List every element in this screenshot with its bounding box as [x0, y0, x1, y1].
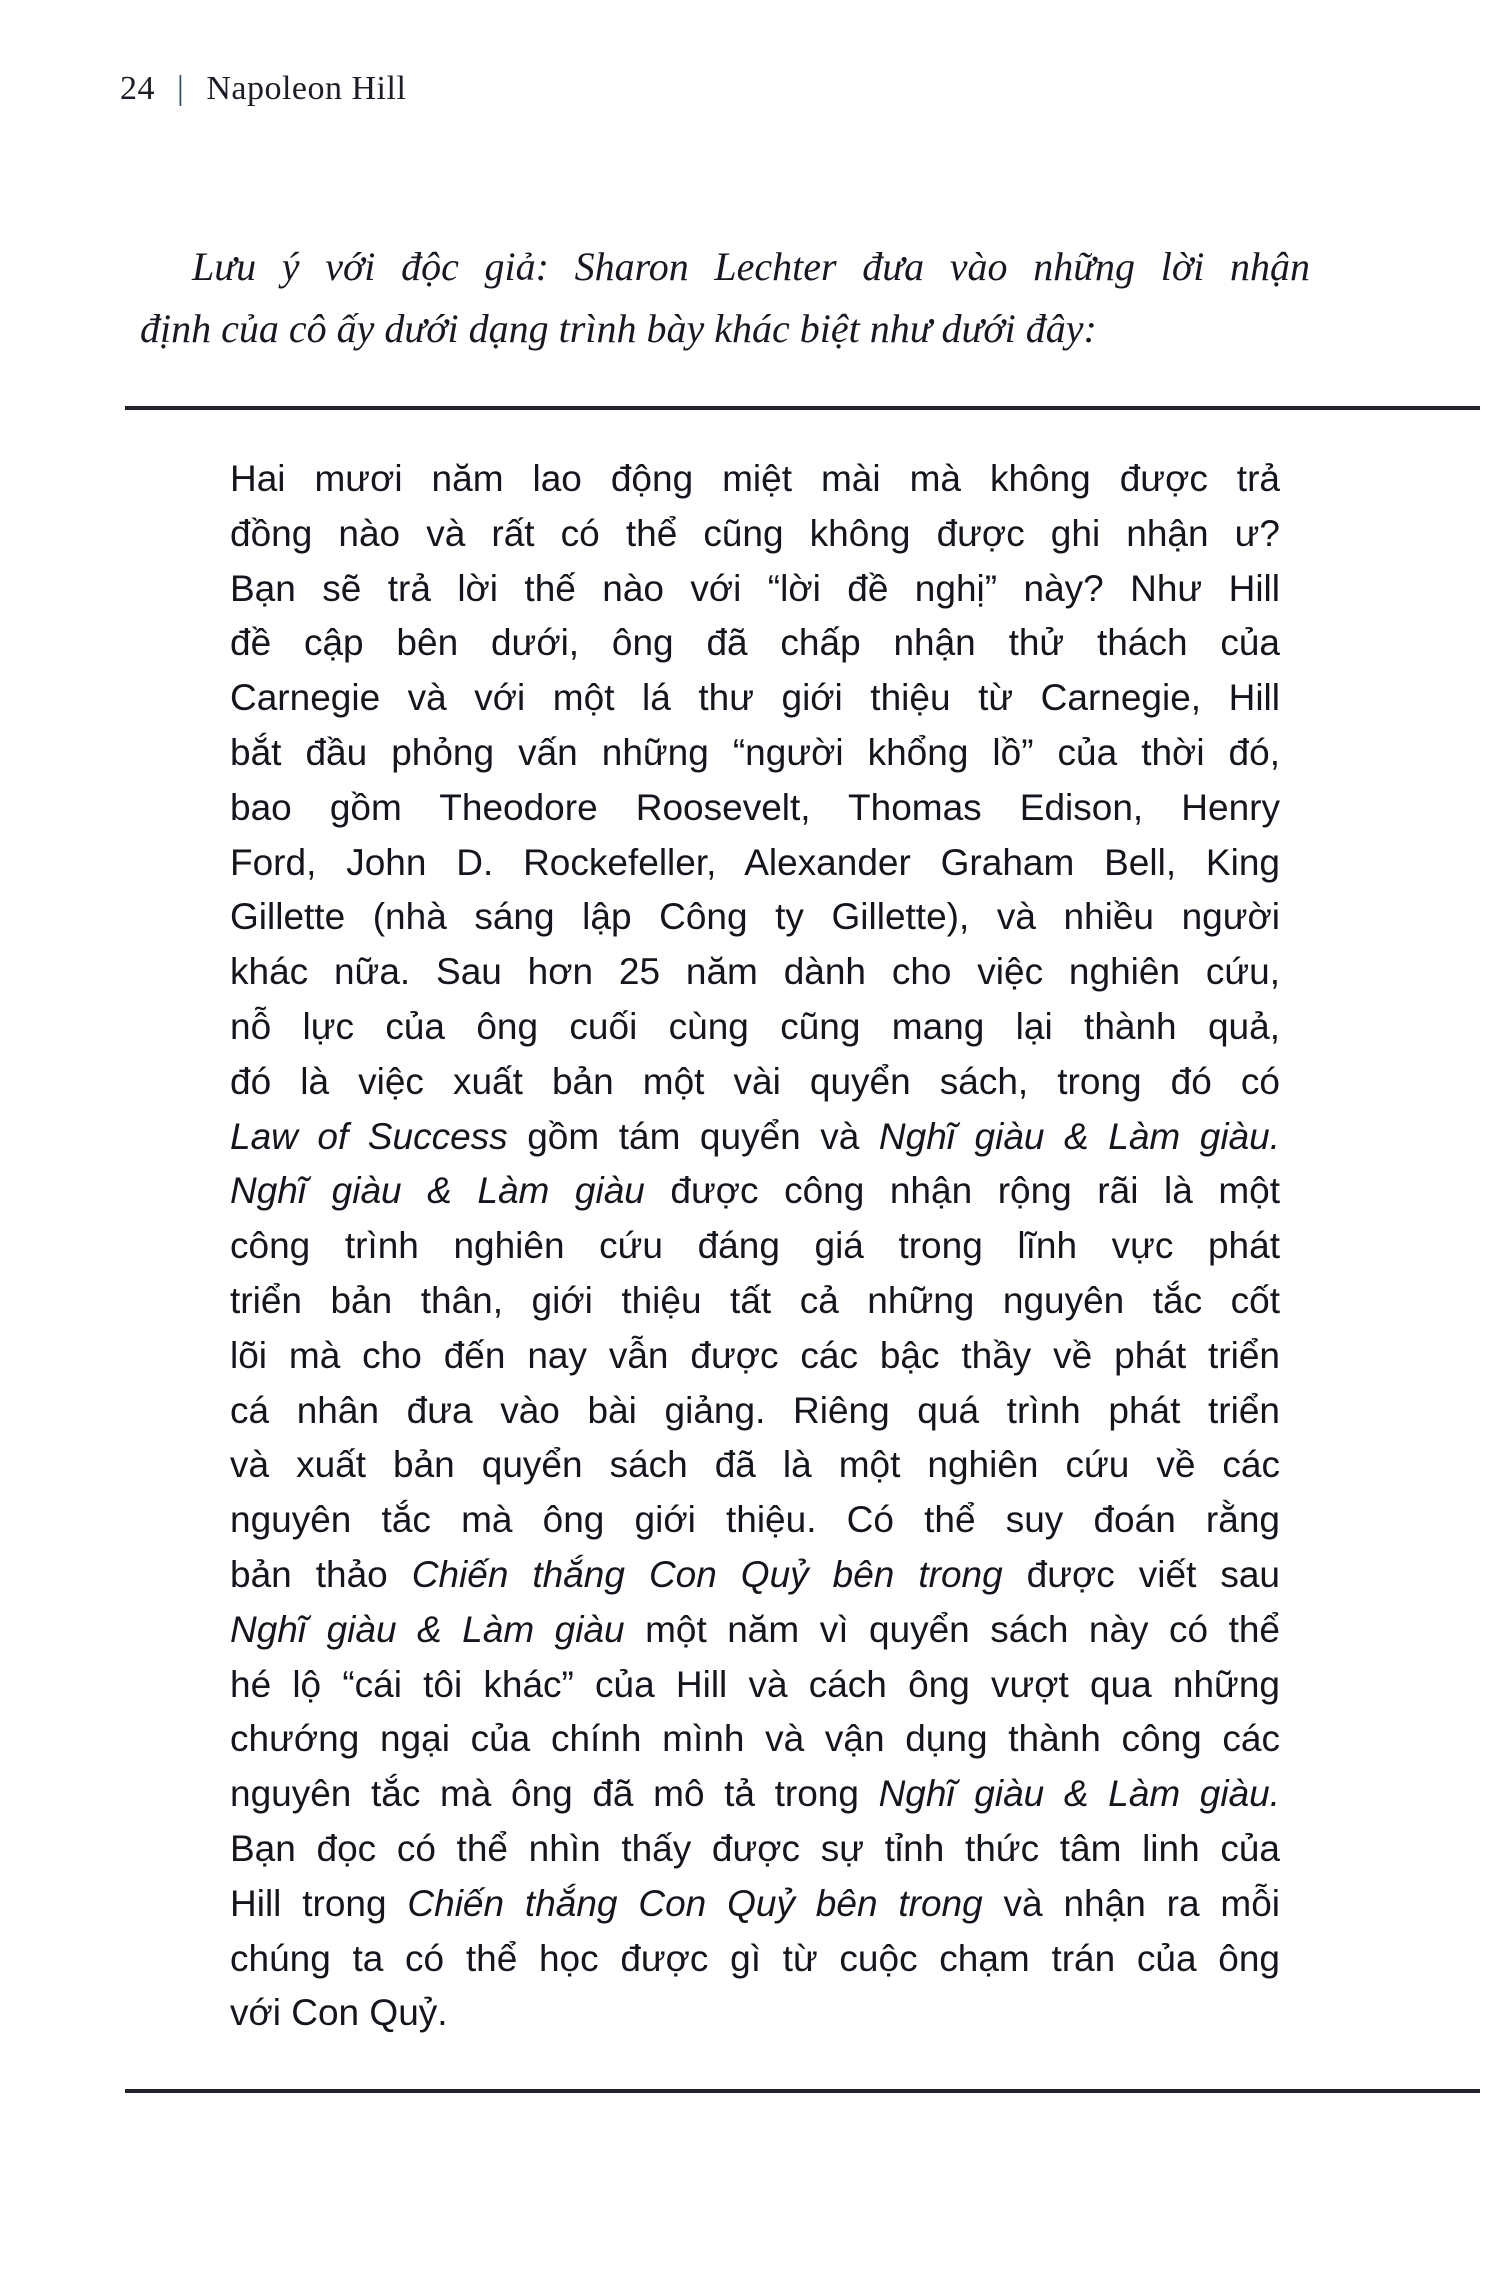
quote-line [230, 452, 1280, 507]
quote-line [230, 1986, 1280, 2041]
quote-text: triển bản thân, giới thiệu tất cả những nguyên tắc cốt [230, 1279, 1280, 1321]
book-title-italic: Chiến thắng Con Quỷ bên trong [407, 1882, 983, 1924]
quote-line [230, 1658, 1280, 1713]
quote-text: Bạn đọc có thể nhìn thấy được sự tỉnh thức tâm linh của [230, 1827, 1280, 1869]
quote-text: được công nhận rộng rãi là một [644, 1170, 1281, 1212]
quote-line [230, 1932, 1280, 1987]
quote-text: bản thảo [230, 1553, 412, 1595]
reader-note-line-2: định của cô ấy dưới dạng trình bày khác biệt như dưới đây: [140, 306, 1097, 351]
book-title-italic: Law of Success [230, 1115, 508, 1157]
quote-line [230, 781, 1280, 836]
quote-text: nguyên tắc mà ông giới thiệu. Có thể suy đoán rằng [230, 1499, 1280, 1541]
divider-bottom [125, 2089, 1480, 2093]
quote-line [230, 1329, 1280, 1384]
quote-text: chướng ngại của chính mình và vận dụng thành công các [230, 1718, 1280, 1760]
quote-line [230, 1767, 1280, 1822]
quote-line [230, 1274, 1280, 1329]
quote-line [230, 1164, 1280, 1219]
quote-line [230, 1055, 1280, 1110]
quote-line [230, 616, 1280, 671]
quote-text: Hai mươi năm lao động miệt mài mà không được trả [230, 458, 1280, 499]
quote-text: và nhận ra mỗi [982, 1882, 1280, 1924]
quote-line [230, 671, 1280, 726]
quote-line [230, 1603, 1280, 1658]
quote-text: công trình nghiên cứu đáng giá trong lĩnh vực phát [230, 1225, 1280, 1267]
quote-line [230, 726, 1280, 781]
quote-line [230, 1110, 1280, 1165]
book-title-italic: Nghĩ giàu & Làm giàu. [878, 1773, 1280, 1815]
divider-top [125, 406, 1480, 410]
quote-text: đồng nào và rất có thể cũng không được ghi nhận ư? [230, 512, 1280, 554]
quote-line [230, 1877, 1280, 1932]
quote-line [230, 1219, 1280, 1274]
quote-text: đề cập bên dưới, ông đã chấp nhận thử thách của [230, 622, 1280, 664]
quote-text: bao gồm Theodore Roosevelt, Thomas Edison, Henry [230, 786, 1280, 828]
book-title-italic: Nghĩ giàu & Làm giàu [230, 1170, 645, 1212]
quote-text: gồm tám quyển và [507, 1115, 879, 1157]
running-header [120, 70, 1499, 108]
quote-line [230, 1384, 1280, 1439]
quote-text: Hill trong [230, 1882, 408, 1924]
reader-note-line-1: Lưu ý với độc giả: Sharon Lechter đưa vào những lời nhận [192, 244, 1310, 289]
quote-text: một năm vì quyển sách này có thể [624, 1608, 1281, 1650]
book-title-italic: Nghĩ giàu & Làm giàu. [878, 1115, 1280, 1157]
quote-line [230, 1712, 1280, 1767]
quote-text: đó là việc xuất bản một vài quyển sách, trong đó có [230, 1060, 1280, 1102]
quote-line [230, 1548, 1280, 1603]
running-title: Napoleon Hill [206, 70, 407, 107]
lechter-commentary-block [230, 452, 1280, 2041]
quote-line [230, 507, 1280, 562]
page-number: 24 [120, 70, 155, 107]
quote-text: và xuất bản quyển sách đã là một nghiên cứu về các [230, 1444, 1280, 1486]
quote-text: bắt đầu phỏng vấn những “người khổng lồ” của thời đó, [230, 731, 1280, 773]
book-title-italic: Nghĩ giàu & Làm giàu [230, 1608, 625, 1650]
quote-text: với Con Quỷ. [230, 1992, 448, 2034]
book-title-italic: Chiến thắng Con Quỷ bên trong [411, 1553, 1003, 1595]
quote-line [230, 1438, 1280, 1493]
quote-text: nguyên tắc mà ông đã mô tả trong [230, 1773, 879, 1815]
quote-text: Bạn sẽ trả lời thế nào với “lời đề nghị” này? Như Hill [230, 567, 1280, 609]
quote-text: Gillette (nhà sáng lập Công ty Gillette), và nhiều người [230, 896, 1280, 938]
quote-line [230, 1493, 1280, 1548]
quote-line [230, 1822, 1280, 1877]
quote-text: hé lộ “cái tôi khác” của Hill và cách ông vượt qua những [230, 1663, 1280, 1705]
quote-line [230, 1000, 1280, 1055]
quote-text: chúng ta có thể học được gì từ cuộc chạm trán của ông [230, 1937, 1280, 1979]
quote-line [230, 836, 1280, 891]
quote-text: lõi mà cho đến nay vẫn được các bậc thầy về phát triển [230, 1334, 1280, 1376]
quote-line [230, 890, 1280, 945]
quote-text: nỗ lực của ông cuối cùng cũng mang lại thành quả, [230, 1005, 1280, 1047]
quote-text: được viết sau [1002, 1553, 1280, 1595]
quote-text: Ford, John D. Rockefeller, Alexander Graham Bell, King [230, 841, 1280, 883]
quote-text: Carnegie và với một lá thư giới thiệu từ Carnegie, Hill [230, 677, 1280, 719]
quote-line [230, 562, 1280, 617]
quote-line [230, 945, 1280, 1000]
quote-text: khác nữa. Sau hơn 25 năm dành cho việc nghiên cứu, [230, 951, 1280, 993]
quote-text: cá nhân đưa vào bài giảng. Riêng quá trình phát triển [230, 1389, 1280, 1431]
header-separator: | [177, 70, 185, 107]
